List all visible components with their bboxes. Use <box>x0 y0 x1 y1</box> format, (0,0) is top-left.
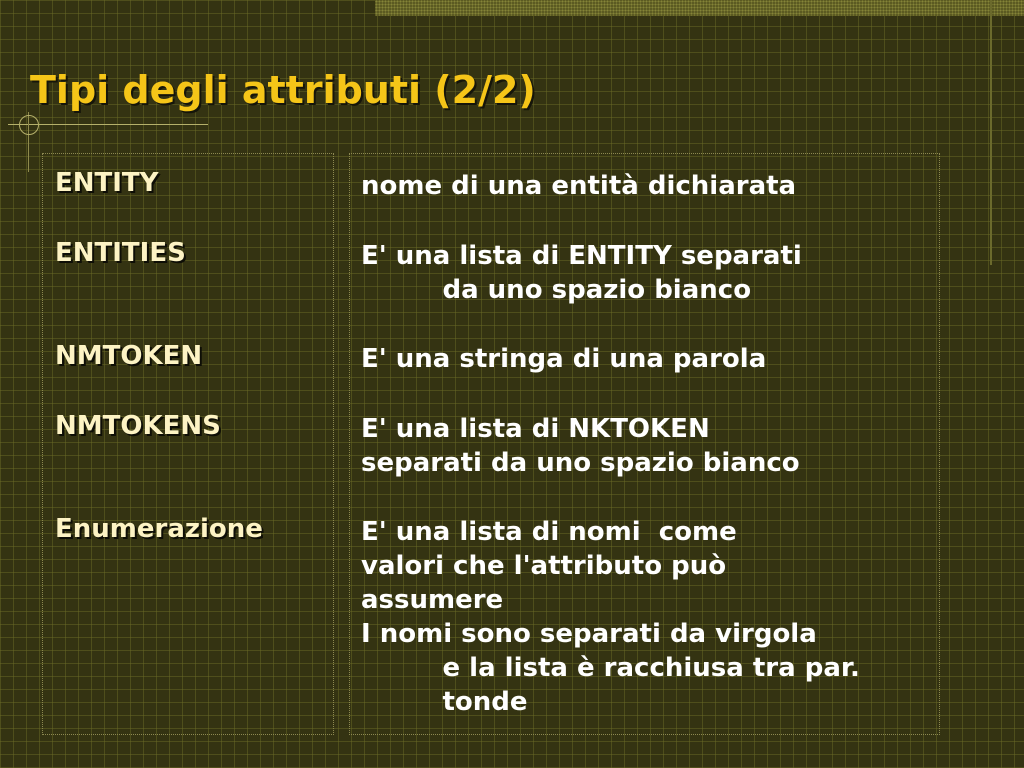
definition-line: I nomi sono separati da virgola <box>361 619 817 649</box>
definition-entity <box>361 169 796 203</box>
definition-line: E' una stringa di una parola <box>361 344 767 374</box>
definition-line: nome di una entità dichiarata <box>361 171 797 201</box>
definition-line: separati da uno spazio bianco <box>361 448 800 478</box>
definition-line: e la lista è racchiusa tra par. <box>361 653 860 683</box>
definition-entities <box>361 239 802 307</box>
definition-nmtokens <box>361 412 800 480</box>
definition-line: da uno spazio bianco <box>361 275 752 305</box>
definition-line: tonde <box>361 687 528 717</box>
definition-enumerazione <box>361 515 860 719</box>
decorative-top-band <box>375 0 1024 16</box>
decorative-crosshair-circle <box>19 115 39 135</box>
term-entities: ENTITIES <box>55 238 186 268</box>
term-entity: ENTITY <box>55 168 159 198</box>
definition-nmtoken <box>361 342 766 376</box>
decorative-vertical-line <box>990 0 992 265</box>
term-nmtokens: NMTOKENS <box>55 411 221 441</box>
definition-line: E' una lista di ENTITY separati <box>361 241 802 271</box>
definition-line: valori che l'attributo può <box>361 551 727 581</box>
definition-line: E' una lista di NKTOKEN <box>361 414 710 444</box>
slide-title: Tipi degli attributi (2/2) <box>30 68 536 112</box>
definition-line: E' una lista di nomi come <box>361 517 737 547</box>
definition-line: assumere <box>361 585 504 615</box>
term-enumerazione: Enumerazione <box>55 514 263 544</box>
term-nmtoken: NMTOKEN <box>55 341 203 371</box>
